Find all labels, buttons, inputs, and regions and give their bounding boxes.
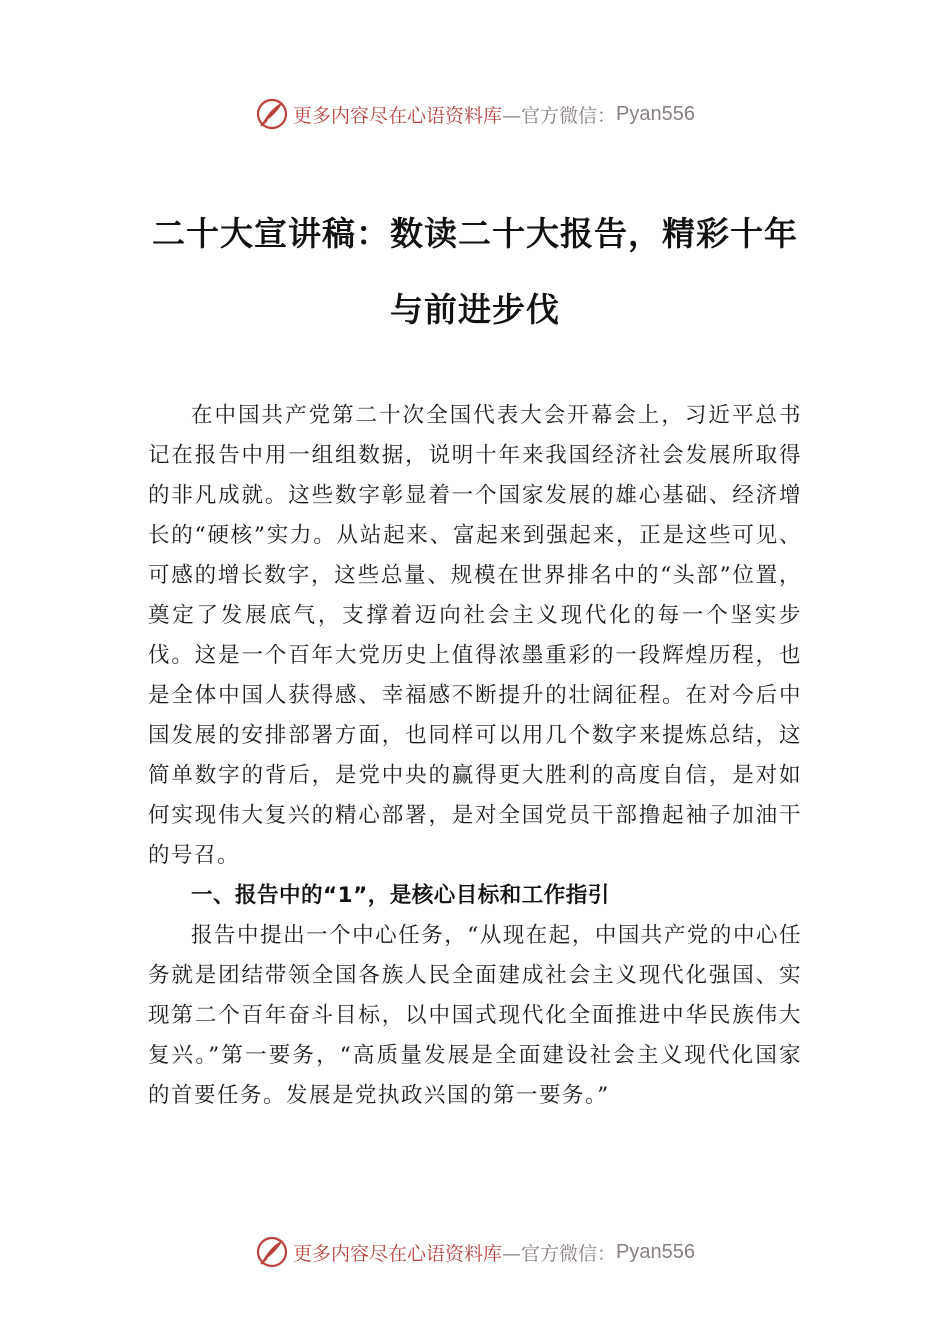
- document-title: 二十大宣讲稿：数读二十大报告，精彩十年与前进步伐: [152, 214, 798, 329]
- banner-wechat-id: Pyan556: [616, 1240, 695, 1263]
- section-paragraph: 报告中提出一个中心任务，“从现在起，中国共产党的中心任务就是团结带领全国各族人民全面建成社会主义现代化强国、实现第二个百年奋斗目标，以中国式现代化全面推进中华民族伟大复兴。”第一要务，“高质量发展是全面建设社会主义现代化国家的首要任务。发展是党执政兴国的第一要务。”: [148, 923, 802, 1108]
- footer-banner: [0, 1232, 950, 1272]
- banner-wechat-label: —官方微信：: [502, 1242, 617, 1265]
- intro-paragraph: 在中国共产党第二十次全国代表大会开幕会上，习近平总书记在报告中用一组组数据，说明十年来我国经济社会发展所取得的非凡成就。这些数字彰显着一个国家发展的雄心基础、经济增长的“硬核”实力。从站起来、富起来到强起来，正是这些可见、可感的增长数字，这些总量、规模在世界排名中的“头部”位置，奠定了发展底气，支撑着迈向社会主义现代化的每一个坚实步伐。这是一个百年大党历史上值得浓墨重彩的一段辉煌历程，也是全体中国人获得感、幸福感不断提升的壮阔征程。在对今后中国发展的安排部署方面，也同样可以用几个数字来提炼总结，这简单数字的背后，是党中央的赢得更大胜利的高度自信，是对如何实现伟大复兴的精心部署，是对全国党员干部撸起袖子加油干的号召。: [148, 403, 802, 868]
- quill-pen-logo-icon: [255, 97, 289, 131]
- banner-wechat-id: Pyan556: [616, 102, 695, 125]
- quill-pen-logo-icon: [255, 1235, 289, 1269]
- banner-wechat-label: —官方微信：: [502, 104, 617, 127]
- banner-site-text: 更多内容尽在心语资料库: [293, 104, 503, 127]
- section-heading: 一、报告中的“1”，是核心目标和工作指引: [191, 883, 610, 908]
- document-body: [148, 396, 802, 1116]
- banner-site-text: 更多内容尽在心语资料库: [293, 1242, 503, 1265]
- header-banner: [0, 94, 950, 134]
